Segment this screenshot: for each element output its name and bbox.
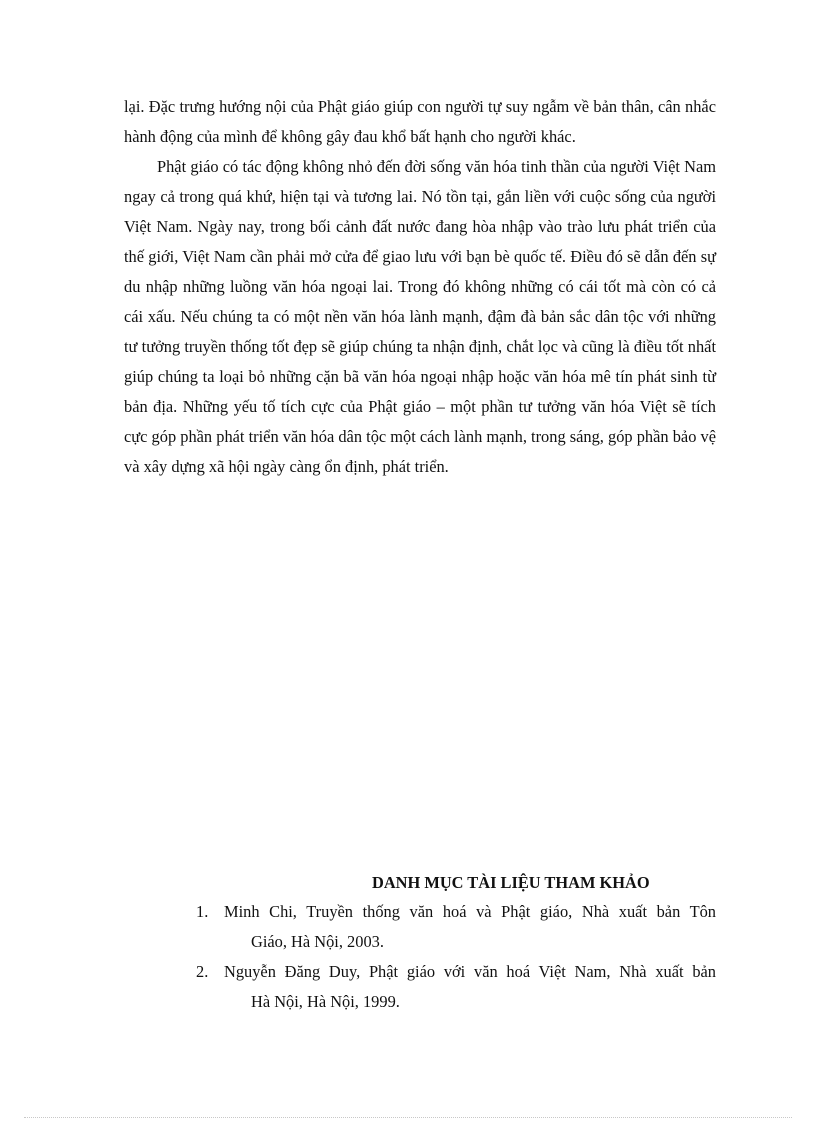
paragraph-continued: lại. Đặc trưng hướng nội của Phật giáo giúp con người tự suy ngẫm về bản thân, cân nhắc hành động của mình để không gây đau khổ bất hạnh cho người khác.: [124, 97, 716, 146]
reference-item: [196, 957, 716, 1017]
reference-text-line2: Giáo, Hà Nội, 2003.: [251, 932, 384, 951]
paragraph-main: Phật giáo có tác động không nhỏ đến đời sống văn hóa tinh thần của người Việt Nam ngay cả trong quá khứ, hiện tại và tương lai. Nó tồn tại, gắn liền với cuộc sống của người Việt Nam. Ngày nay, trong bối cảnh đất nước đang hòa nhập vào trào lưu phát triển của thế giới, Việt Nam cần phải mở cửa để giao lưu với bạn bè quốc tế. Điều đó sẽ dẫn đến sự du nhập những luồng văn hóa ngoại lai. Trong đó không những có cái tốt mà còn có cả cái xấu. Nếu chúng ta có một nền văn hóa lành mạnh, đậm đà bản sắc dân tộc với những tư tưởng truyền thống tốt đẹp sẽ giúp chúng ta nhận định, chắt lọc và cũng là điều tốt nhất giúp chúng ta loại bỏ những cặn bã văn hóa ngoại nhập hoặc văn hóa mê tín phát sinh từ bản địa. Những yếu tố tích cực của Phật giáo – một phần tư tưởng văn hóa Việt sẽ tích cực góp phần phát triển văn hóa dân tộc một cách lành mạnh, trong sáng, góp phần bảo vệ và xây dựng xã hội ngày càng ổn định, phát triển.: [124, 157, 716, 476]
page-bottom-divider: [24, 1117, 792, 1118]
references-list: [196, 897, 716, 1017]
body-text: [124, 92, 716, 482]
references-heading: DANH MỤC TÀI LIỆU THAM KHẢO: [372, 873, 650, 892]
reference-number: 2.: [196, 962, 209, 981]
reference-number: 1.: [196, 902, 209, 921]
reference-text-line2: Hà Nội, Hà Nội, 1999.: [251, 992, 400, 1011]
reference-item: [196, 897, 716, 957]
reference-text-line1: Nguyễn Đăng Duy, Phật giáo với văn hoá Việt Nam, Nhà xuất bản: [224, 962, 716, 981]
reference-text-line1: Minh Chi, Truyền thống văn hoá và Phật giáo, Nhà xuất bản Tôn: [224, 902, 716, 921]
